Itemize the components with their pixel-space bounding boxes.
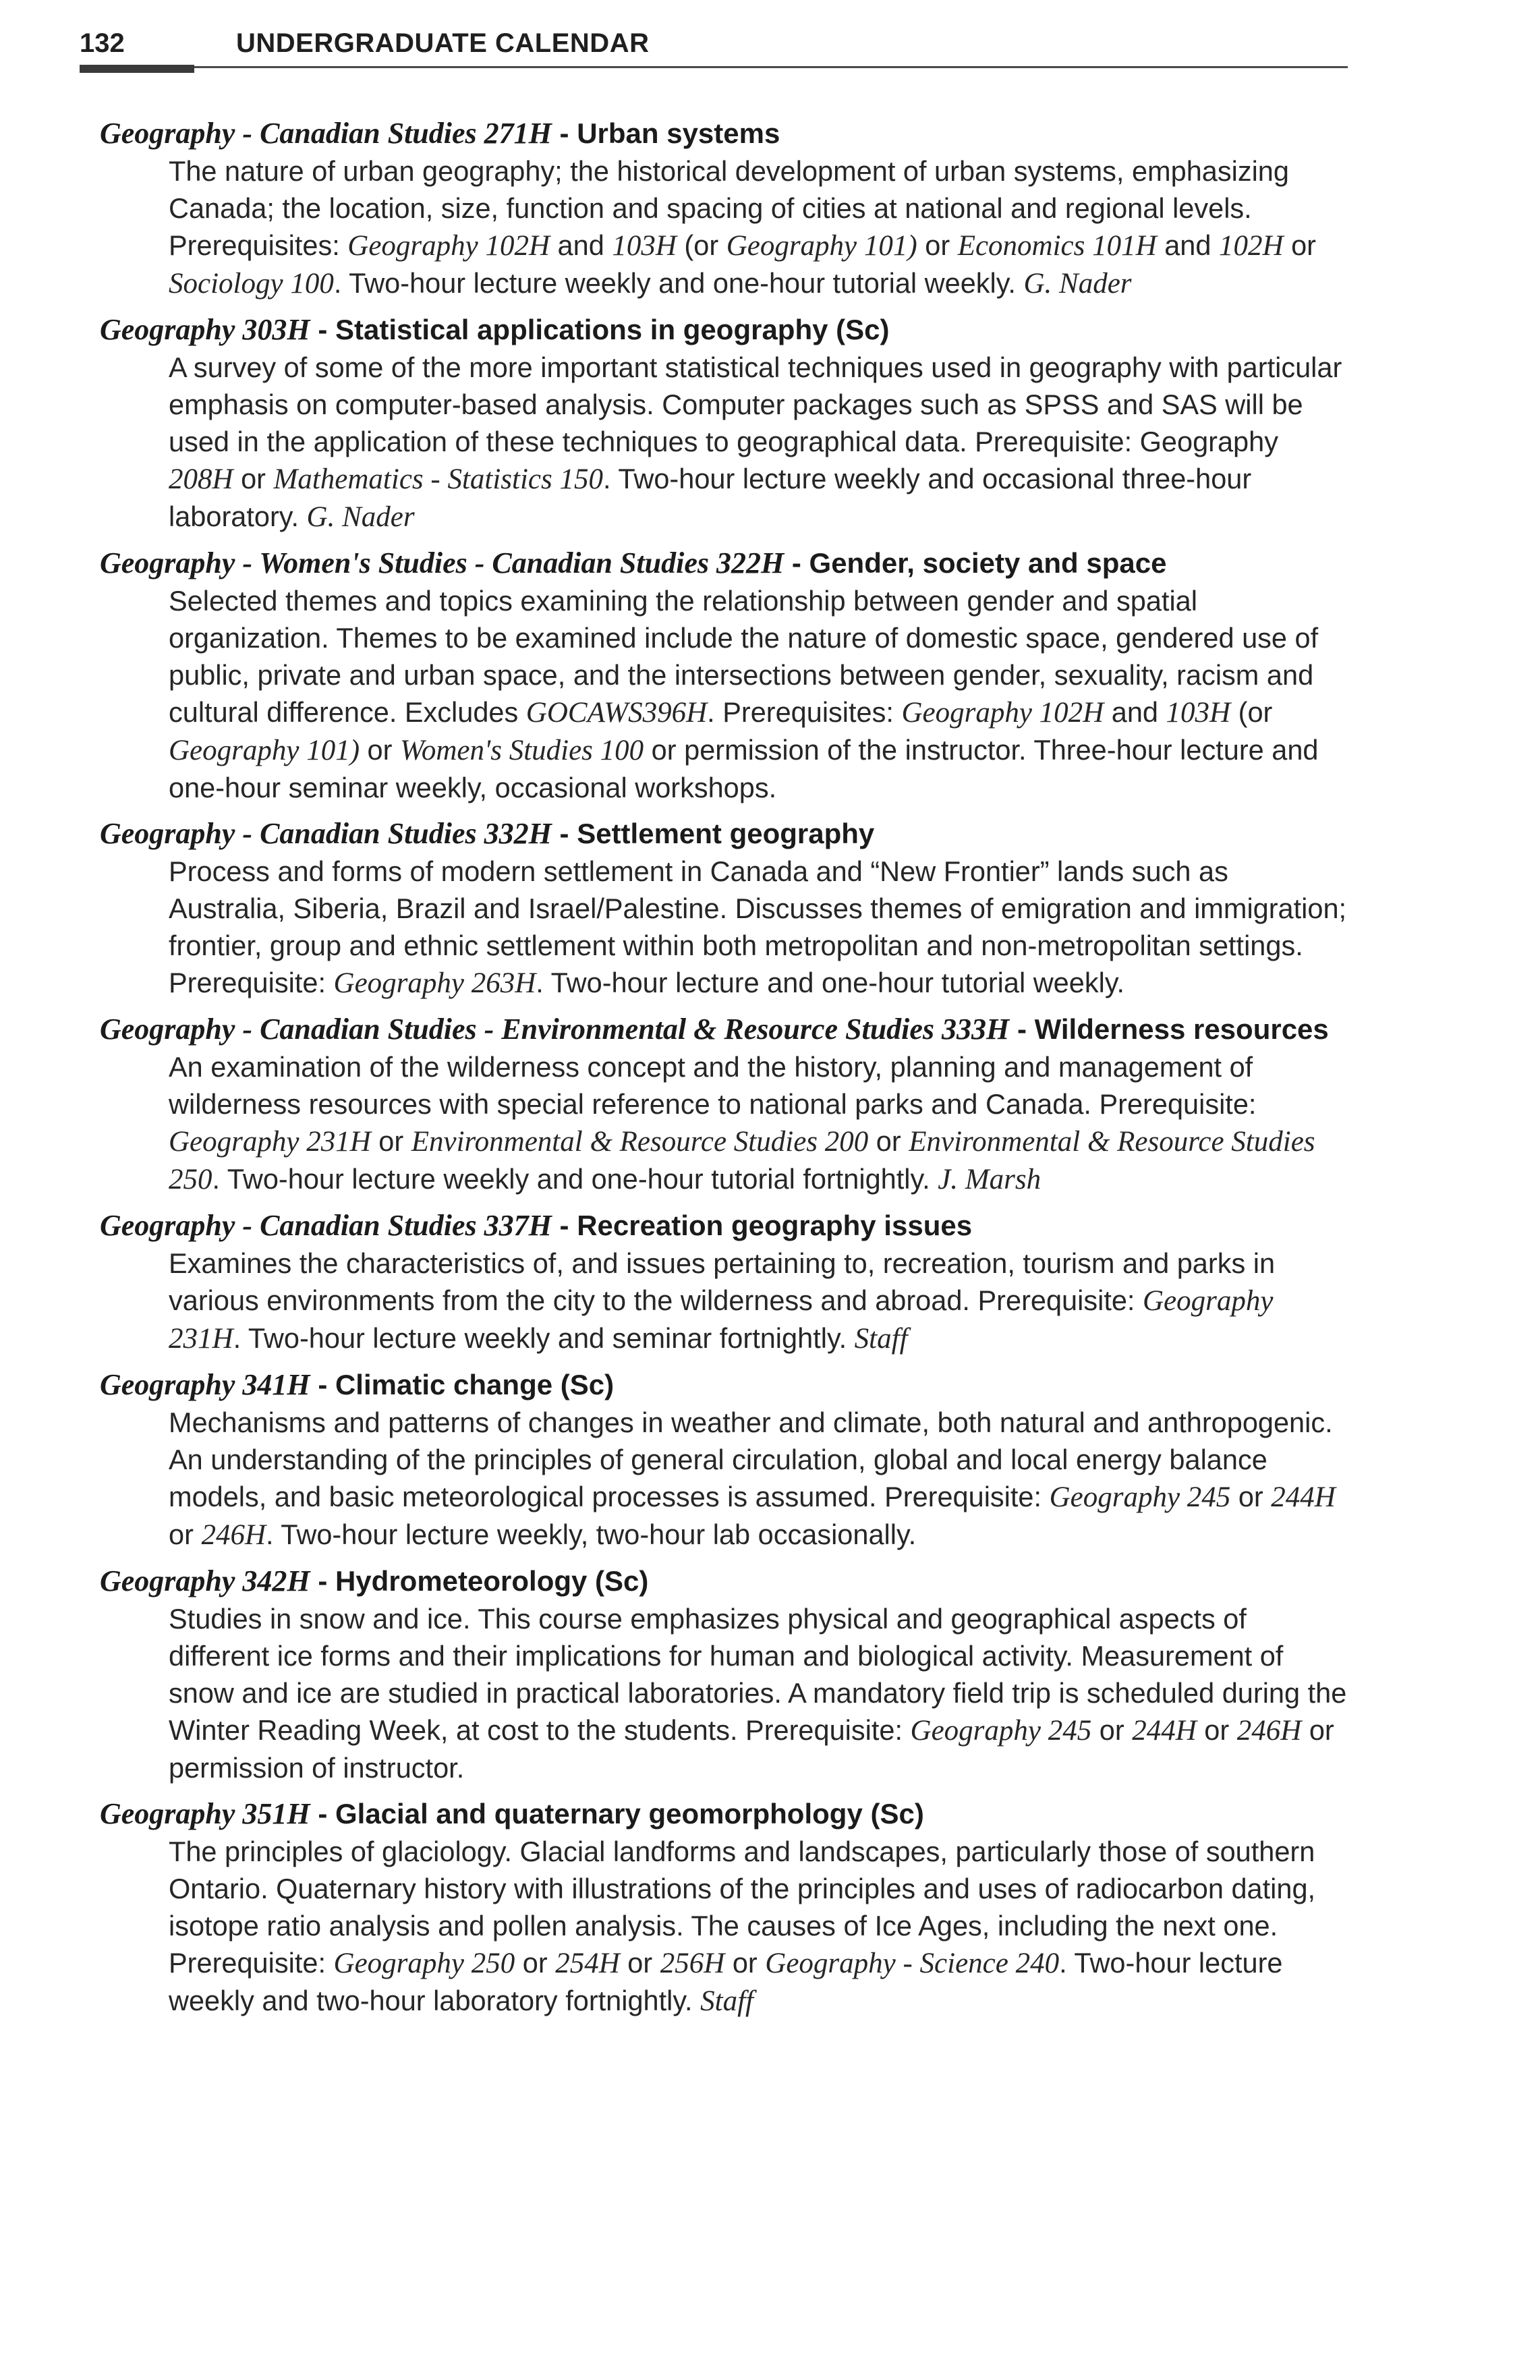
course-code: Geography 351H — [100, 1797, 310, 1830]
course-reference: Women's Studies 100 — [400, 735, 644, 766]
course-entry — [100, 544, 1348, 806]
course-reference: 244H — [1271, 1481, 1336, 1513]
course-title — [100, 815, 1348, 853]
description-text: Examines the characteristics of, and issues pertaining to, recreation, tourism and parks in various environments from the city to the wilderness and abroad. Prerequisite: — [169, 1247, 1276, 1316]
course-description — [169, 582, 1348, 806]
description-text: . Two-hour lecture and one-hour tutorial weekly. — [536, 967, 1125, 998]
course-title — [100, 1366, 1348, 1404]
course-reference: 254H — [555, 1948, 620, 1979]
course-description — [169, 152, 1348, 302]
course-name: - Gender, society and space — [784, 547, 1167, 579]
description-text: (or — [1230, 696, 1273, 728]
description-text: . Two-hour lecture weekly and two-hour laboratory fortnightly. — [169, 1947, 1283, 2016]
course-code: Geography - Canadian Studies 337H — [100, 1209, 552, 1242]
page-header — [80, 24, 1348, 78]
course-reference: Geography 245 — [910, 1715, 1092, 1747]
course-entry — [100, 1795, 1348, 2020]
course-reference: Environmental & Resource Studies 200 — [411, 1126, 869, 1158]
description-text: The principles of glaciology. Glacial landforms and landscapes, particularly those of southern Ontario. Quaternary history with illustrations of the principles and uses of radiocarbon dating, isotope ratio analysis and pollen analysis. The causes of Ice Ages, including the next one. Prerequisite: — [169, 1836, 1316, 1979]
header-tab-mark — [80, 65, 194, 73]
course-description — [169, 349, 1348, 536]
header-rule — [80, 66, 1348, 68]
course-name: - Hydrometeorology (Sc) — [310, 1565, 649, 1597]
description-text: (or — [676, 229, 726, 261]
description-text: . Two-hour lecture weekly and one-hour tutorial fortnightly. — [212, 1163, 938, 1195]
course-code: Geography - Canadian Studies 332H — [100, 817, 552, 850]
description-text: and — [1156, 229, 1219, 261]
course-entry — [100, 1366, 1348, 1554]
description-text: or — [370, 1125, 411, 1157]
course-description — [169, 1600, 1348, 1786]
description-text: . Prerequisites: — [707, 696, 902, 728]
course-name: - Wilderness resources — [1009, 1013, 1329, 1045]
course-reference: Sociology 100 — [169, 268, 334, 300]
description-text: and — [1104, 696, 1166, 728]
course-reference: Staff — [700, 1985, 753, 2017]
description-text: or — [917, 229, 958, 261]
description-text: Process and forms of modern settlement in Canada and “New Frontier” lands such as Australia, Siberia, Brazil and Israel/Palestine. Discusses themes of emigration and immigration; frontier, group and ethnic settlement within both metropolitan and non-metropolitan settings. Prerequisite: — [169, 855, 1347, 998]
course-reference: Geography - Science 240 — [765, 1948, 1060, 1979]
course-reference: Geography 102H — [901, 697, 1104, 729]
description-text: or permission of the instructor. Three-hour lecture and one-hour seminar weekly, occasional workshops. — [169, 734, 1319, 803]
course-entry — [100, 815, 1348, 1002]
course-entry — [100, 311, 1348, 536]
course-description — [169, 853, 1348, 1002]
course-reference: Geography 101) — [169, 735, 360, 766]
description-text: Mechanisms and patterns of changes in weather and climate, both natural and anthropogenic. An understanding of the principles of general circulation, global and local energy balance models, and basic meteorological processes is assumed. Prerequisite: — [169, 1407, 1333, 1512]
course-reference: Geography 245 — [1049, 1481, 1231, 1513]
course-title — [100, 115, 1348, 152]
description-text: or — [724, 1947, 766, 1979]
description-text: or — [1091, 1714, 1133, 1746]
description-text: Selected themes and topics examining the relationship between gender and spatial organization. Themes to be examined include the nature of domestic space, gendered use of public, private and urban space, and the intersections between gender, sexuality, racism and cultural difference. Excludes — [169, 585, 1319, 728]
course-entry — [100, 1562, 1348, 1786]
description-text: or permission of instructor. — [169, 1714, 1334, 1784]
description-text: or — [1196, 1714, 1237, 1746]
course-reference: Geography 231H — [169, 1285, 1274, 1355]
course-title — [100, 1795, 1348, 1833]
description-text: . Two-hour lecture weekly and one-hour tutorial weekly. — [333, 267, 1024, 299]
course-reference: Economics 101H — [957, 230, 1157, 262]
description-text: Studies in snow and ice. This course emphasizes physical and geographical aspects of different ice forms and their implications for human and biological activity. Measurement of snow and ice are studied in practical laboratories. A mandatory field trip is scheduled during the Winter Reading Week, at cost to the students. Prerequisite: — [169, 1603, 1347, 1746]
description-text: or — [868, 1125, 909, 1157]
course-code: Geography 342H — [100, 1564, 310, 1597]
description-text: . Two-hour lecture weekly and occasional three-hour laboratory. — [169, 463, 1252, 532]
course-name: - Climatic change (Sc) — [310, 1369, 615, 1400]
description-text: or — [515, 1947, 556, 1979]
course-code: Geography - Canadian Studies 271H — [100, 117, 552, 150]
course-title — [100, 311, 1348, 349]
description-text: or — [1283, 229, 1316, 261]
course-code: Geography - Women's Studies - Canadian Studies 322H — [100, 546, 785, 579]
course-name: - Glacial and quaternary geomorphology (Sc) — [310, 1798, 924, 1830]
course-list — [100, 115, 1348, 2029]
course-entry — [100, 1207, 1348, 1357]
course-reference: Geography 101) — [726, 230, 917, 262]
course-reference: 256H — [660, 1948, 725, 1979]
description-text: A survey of some of the more important statistical techniques used in geography with particular emphasis on computer-based analysis. Computer packages such as SPSS and SAS will be used in the application of these techniques to geographical data. Prerequisite: Geography — [169, 351, 1342, 457]
description-text: An examination of the wilderness concept and the history, planning and management of wilderness resources with special reference to national parks and Canada. Prerequisite: — [169, 1051, 1257, 1120]
course-name: - Settlement geography — [551, 818, 875, 849]
course-name: - Statistical applications in geography (Sc) — [310, 314, 890, 345]
course-description — [169, 1048, 1348, 1198]
course-title — [100, 1562, 1348, 1600]
course-reference: G. Nader — [1023, 268, 1132, 300]
description-text: or — [1230, 1481, 1272, 1512]
description-text: or — [233, 463, 274, 494]
description-text: The nature of urban geography; the historical development of urban systems, emphasizing Canada; the location, size, function and spacing of cities at national and regional levels. Prerequisites: — [169, 155, 1289, 261]
description-text: or — [360, 734, 400, 766]
running-title: UNDERGRADUATE CALENDAR — [236, 28, 650, 58]
course-reference: Mathematics - Statistics 150 — [273, 463, 604, 495]
course-code: Geography 341H — [100, 1368, 310, 1401]
course-title — [100, 1207, 1348, 1245]
course-reference: 103H — [1166, 697, 1231, 729]
course-description — [169, 1245, 1348, 1357]
page-number: 132 — [80, 28, 125, 58]
course-name: - Urban systems — [551, 117, 780, 149]
course-code: Geography - Canadian Studies - Environmental & Resource Studies 333H — [100, 1013, 1010, 1046]
course-reference: 102H — [1218, 230, 1284, 262]
course-reference: 103H — [612, 230, 677, 262]
course-reference: Geography 263H — [333, 967, 536, 999]
course-title — [100, 544, 1348, 582]
course-reference: J. Marsh — [938, 1164, 1042, 1195]
description-text: and — [550, 229, 612, 261]
course-reference: 246H — [1236, 1715, 1302, 1747]
course-reference: G. Nader — [306, 501, 415, 533]
course-reference: Geography 102H — [347, 230, 550, 262]
course-reference: 246H — [201, 1519, 266, 1551]
course-name: - Recreation geography issues — [551, 1210, 973, 1241]
course-reference: Geography 231H — [169, 1126, 371, 1158]
course-description — [169, 1833, 1348, 2020]
course-reference: Environmental & Resource Studies 250 — [169, 1126, 1315, 1195]
description-text: or — [619, 1947, 660, 1979]
course-reference: 208H — [169, 463, 233, 495]
description-text: . Two-hour lecture weekly and seminar fortnightly. — [233, 1322, 855, 1354]
course-title — [100, 1011, 1348, 1048]
course-code: Geography 303H — [100, 313, 310, 346]
course-reference: GOCAWS396H — [525, 697, 708, 729]
course-description — [169, 1404, 1348, 1554]
course-reference: Geography 250 — [333, 1948, 515, 1979]
description-text: . Two-hour lecture weekly, two-hour lab occasionally. — [266, 1519, 917, 1550]
course-entry — [100, 115, 1348, 302]
course-entry — [100, 1011, 1348, 1198]
course-reference: Staff — [854, 1323, 908, 1355]
description-text: or — [169, 1519, 202, 1550]
course-reference: 244H — [1132, 1715, 1197, 1747]
